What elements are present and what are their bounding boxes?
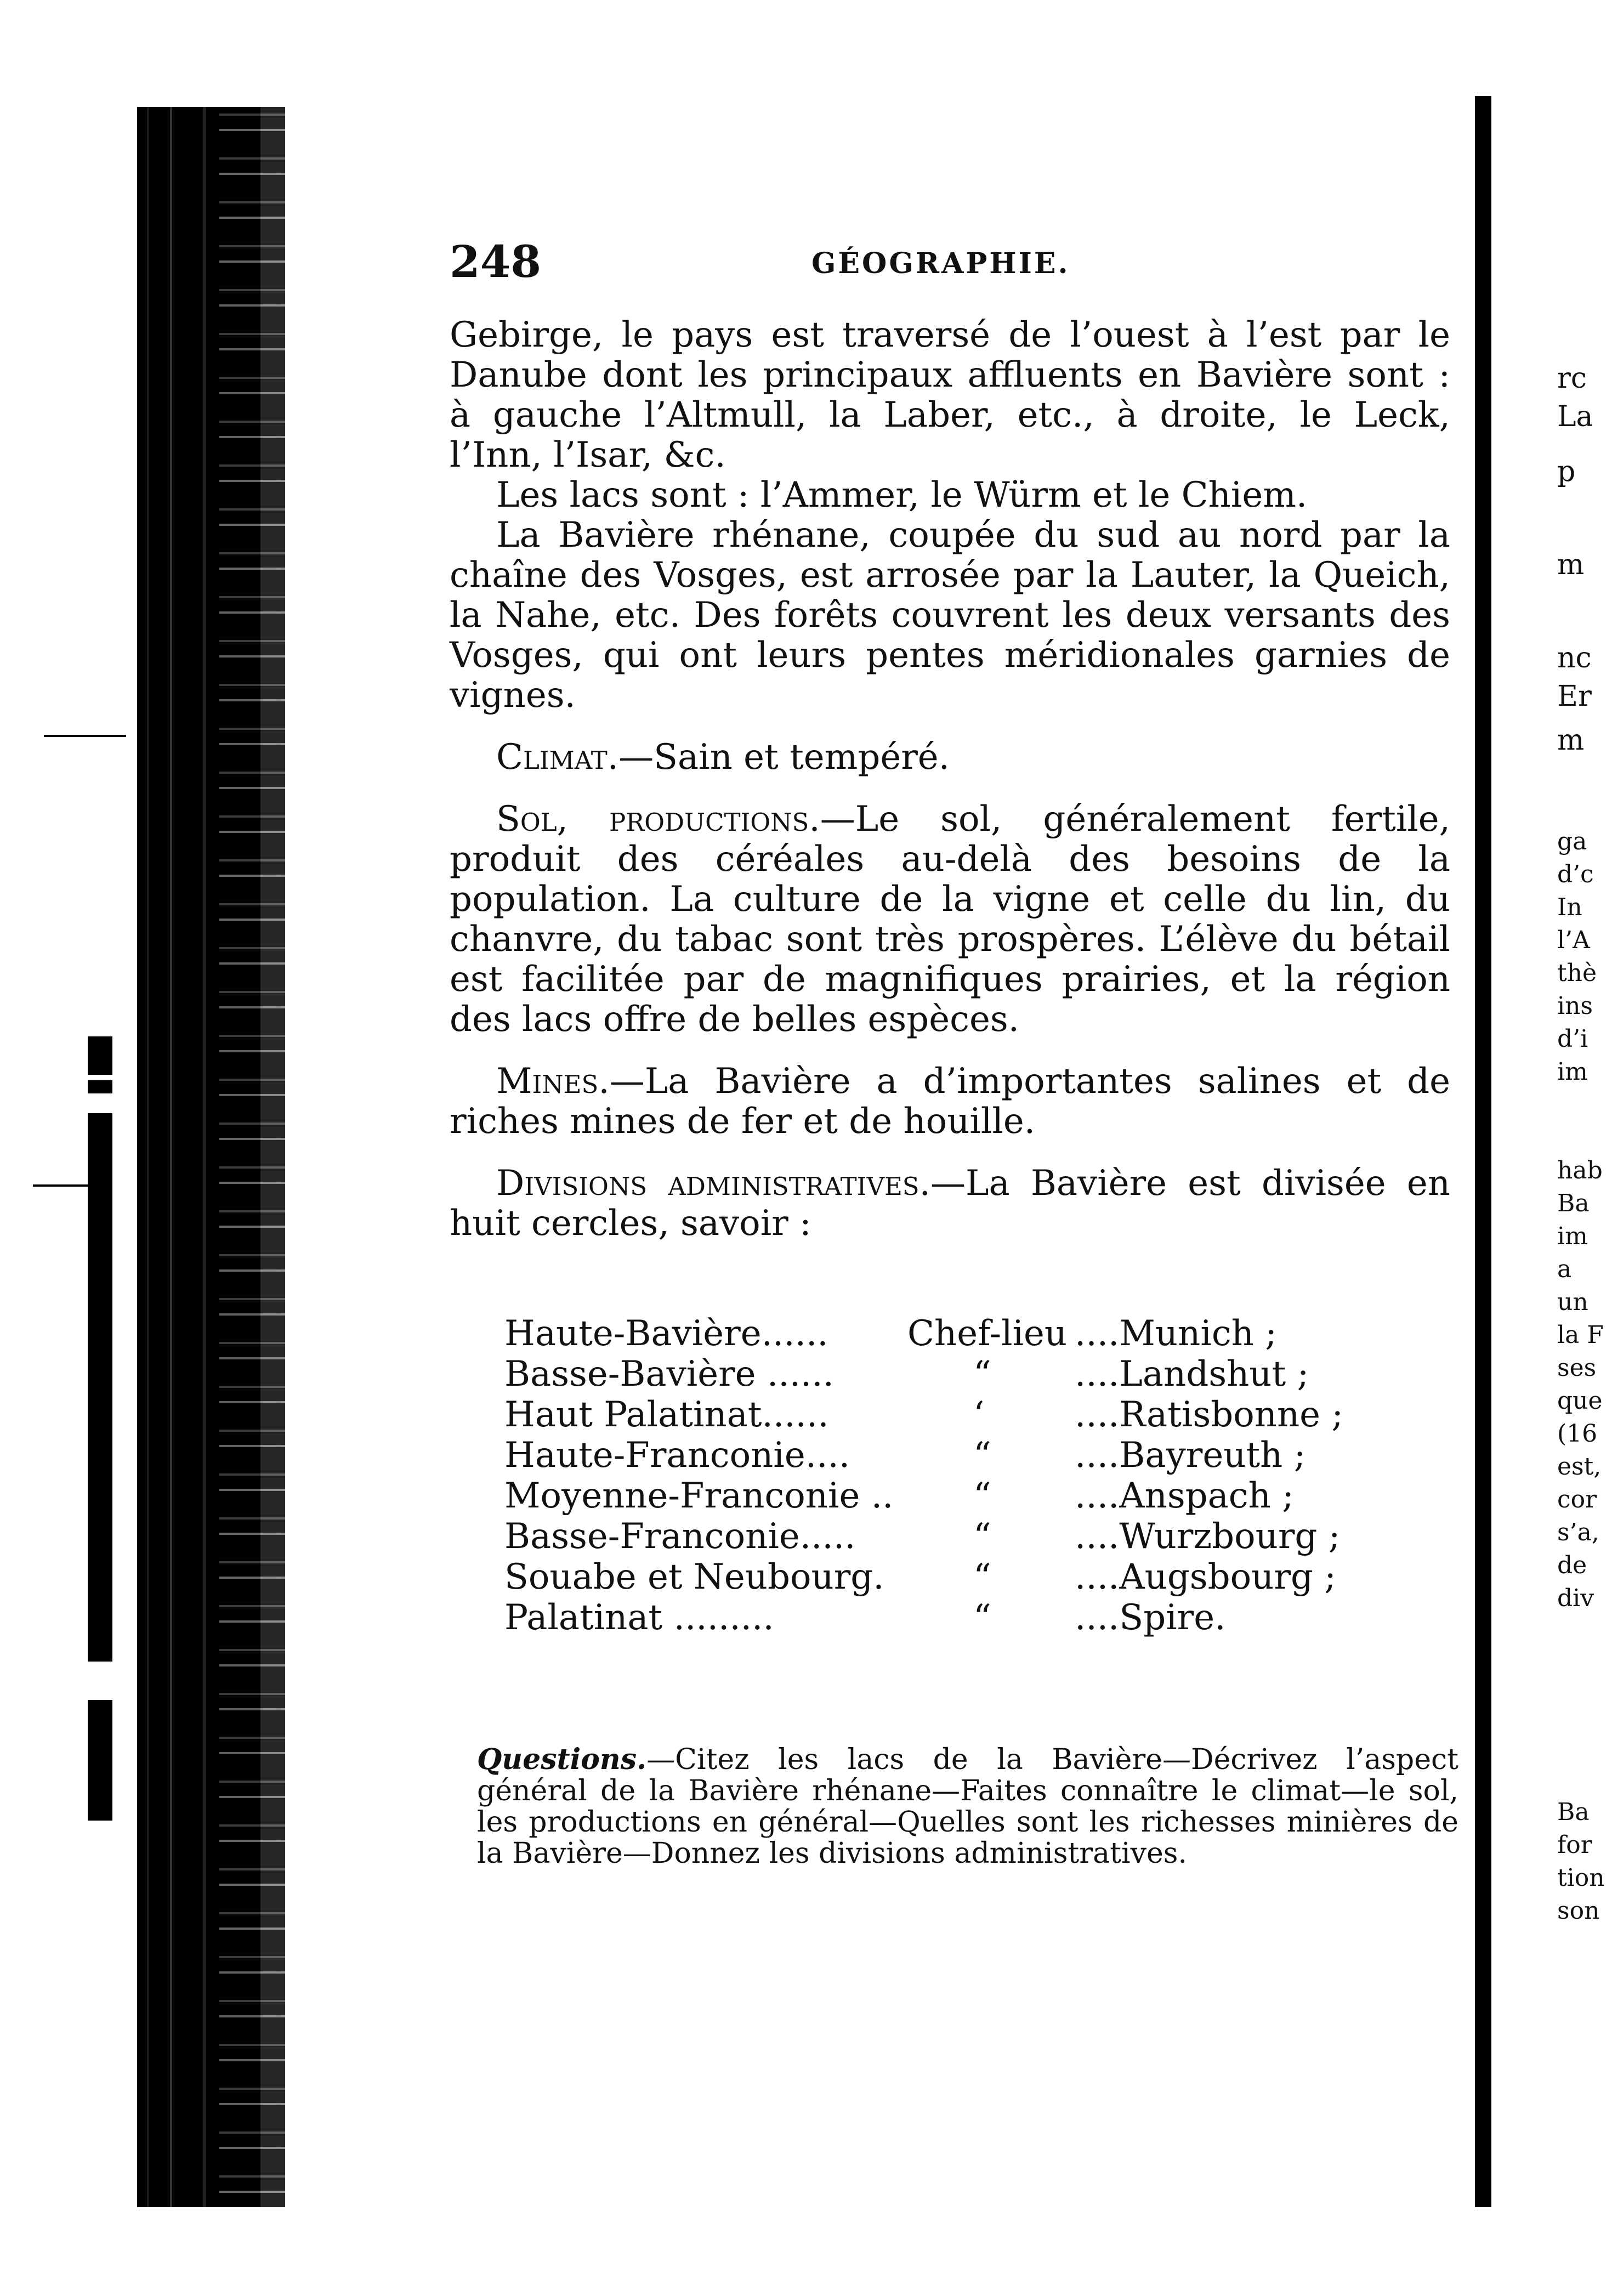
running-header xyxy=(450,236,1458,291)
fragment: p xyxy=(1557,455,1576,488)
binding-mark xyxy=(88,1113,112,1662)
fragment: Er xyxy=(1557,680,1592,713)
division-capital: ....Anspach ; xyxy=(1075,1476,1294,1516)
fragment: l’A xyxy=(1557,926,1590,954)
questions-block xyxy=(477,1744,1458,1869)
division-capital: ....Landshut ; xyxy=(1075,1354,1309,1394)
body-text xyxy=(450,315,1450,1244)
table-row xyxy=(504,1354,1437,1394)
division-capital: ....Ratisbonne ; xyxy=(1075,1394,1343,1435)
fragment: m xyxy=(1557,724,1585,757)
section-heading: Climat. xyxy=(496,737,619,778)
ditto-mark: ‘ xyxy=(973,1394,985,1435)
division-capital: ....Wurzbourg ; xyxy=(1075,1516,1341,1557)
fragment: La xyxy=(1557,400,1593,433)
divisions-table xyxy=(504,1313,1437,1638)
table-row xyxy=(504,1516,1437,1557)
ditto-mark: “ xyxy=(973,1516,991,1557)
ditto-mark: “ xyxy=(973,1597,991,1638)
section-text: —Le sol, généralement fertile, produit des céréales au-delà des besoins de la population. La culture de la vigne et celle du lin, du chanvre, du tabac sont très prospères. L’élève du bétail est facilitée par de magnifiques prairies, et la région des lacs offre de belles espèces. xyxy=(450,799,1450,1040)
fragment: m xyxy=(1557,548,1585,581)
questions-text xyxy=(477,1744,1458,1869)
paragraph: Les lacs sont : l’Ammer, le Würm et le Chiem. xyxy=(496,475,1308,515)
division-name: Souabe et Neubourg. xyxy=(504,1557,884,1597)
ditto-mark: “ xyxy=(973,1476,991,1516)
margin-rule xyxy=(44,735,126,737)
division-name: Haute-Franconie.... xyxy=(504,1435,850,1476)
running-title: GÉOGRAPHIE. xyxy=(811,247,1070,280)
section-text: —Sain et tempéré. xyxy=(618,737,950,778)
questions-label: Questions. xyxy=(477,1743,647,1776)
division-capital: ....Munich ; xyxy=(1075,1313,1277,1354)
fragment: In xyxy=(1557,893,1582,921)
page-gutter xyxy=(1475,96,1491,2207)
fragment: im xyxy=(1557,1058,1588,1086)
section-divisions xyxy=(450,1164,1450,1244)
section-climat xyxy=(450,738,1450,778)
fragment: nc xyxy=(1557,642,1592,674)
fragment: d’c xyxy=(1557,860,1594,888)
table-row xyxy=(504,1597,1437,1638)
fragment: est, xyxy=(1557,1453,1602,1481)
fragment: (16 xyxy=(1557,1420,1598,1448)
binding-mark xyxy=(88,1080,112,1093)
chef-lieu-label: Chef-lieu xyxy=(907,1313,1068,1354)
division-name: Basse-Franconie..... xyxy=(504,1516,856,1557)
table-row xyxy=(504,1476,1437,1516)
fragment: un xyxy=(1557,1288,1588,1316)
fragment: ga xyxy=(1557,827,1587,855)
binding-mark xyxy=(88,1036,112,1075)
section-text: —La Bavière a d’importantes salines et de riches mines de fer et de houille. xyxy=(450,1061,1450,1142)
scan-binding-shadow xyxy=(137,107,260,2207)
facing-page-fragments xyxy=(1557,0,1612,2296)
fragment: for xyxy=(1557,1831,1592,1859)
section-heading: Mines. xyxy=(496,1061,610,1102)
fragment: tion xyxy=(1557,1864,1605,1892)
section-mines xyxy=(450,1062,1450,1142)
division-capital: ....Bayreuth ; xyxy=(1075,1435,1306,1476)
fragment: ses xyxy=(1557,1354,1597,1382)
fragment: que xyxy=(1557,1387,1603,1415)
fragment: im xyxy=(1557,1222,1588,1250)
margin-rule xyxy=(33,1184,93,1187)
fragment: de xyxy=(1557,1551,1587,1579)
table-row xyxy=(504,1557,1437,1597)
division-capital: ....Augsbourg ; xyxy=(1075,1557,1336,1597)
fragment: Ba xyxy=(1557,1798,1590,1826)
division-name: Basse-Bavière ...... xyxy=(504,1354,834,1394)
questions-body: —Citez les lacs de la Bavière—Décrivez l’aspect général de la Bavière rhénane—Faites connaître le climat—le sol, les productions en général—Quelles sont les richesses minières de la Bavière—Donnez les divisions administratives. xyxy=(477,1743,1458,1870)
table-row xyxy=(504,1435,1437,1476)
paragraph: La Bavière rhénane, coupée du sud au nord par la chaîne des Vosges, est arrosée par la Lauter, la Queich, la Nahe, etc. Des forêts couvrent les deux versants des Vosges, qui ont leurs pentes méridionales garnies de vignes. xyxy=(450,515,1450,716)
division-name: Haut Palatinat...... xyxy=(504,1394,829,1435)
division-name: Palatinat ......... xyxy=(504,1597,774,1638)
paragraph: Gebirge, le pays est traversé de l’ouest à l’est par le Danube dont les principaux affluents en Bavière sont : à gauche l’Altmull, la Laber, etc., à droite, le Leck, l’Inn, l’Isar, &c. xyxy=(450,315,1450,475)
section-heading: Divisions administratives. xyxy=(496,1163,930,1204)
fragment: ins xyxy=(1557,992,1593,1020)
section-sol xyxy=(450,800,1450,1040)
section-heading: Sol, productions. xyxy=(496,799,820,840)
fragment: rc xyxy=(1557,362,1587,395)
fragment: cor xyxy=(1557,1486,1597,1513)
table-row xyxy=(504,1394,1437,1435)
fragment: son xyxy=(1557,1897,1600,1925)
fragment: Ba xyxy=(1557,1189,1590,1217)
ditto-mark: “ xyxy=(973,1354,991,1394)
ditto-mark: “ xyxy=(973,1435,991,1476)
fragment: s’a, xyxy=(1557,1518,1599,1546)
fragment: la F xyxy=(1557,1321,1604,1349)
section-text: —La Bavière est divisée en huit cercles, savoir : xyxy=(450,1163,1450,1244)
table-row xyxy=(504,1313,1437,1354)
fragment: div xyxy=(1557,1584,1594,1612)
division-name: Haute-Bavière...... xyxy=(504,1313,828,1354)
fragment: d’i xyxy=(1557,1025,1588,1053)
binding-mark xyxy=(88,1700,112,1821)
fragment: hab xyxy=(1557,1156,1603,1184)
fragment: thè xyxy=(1557,959,1597,987)
division-name: Moyenne-Franconie .. xyxy=(504,1476,894,1516)
page-number: 248 xyxy=(450,236,541,287)
division-capital: ....Spire. xyxy=(1075,1597,1226,1638)
fragment: a xyxy=(1557,1255,1572,1283)
ditto-mark: “ xyxy=(973,1557,991,1597)
